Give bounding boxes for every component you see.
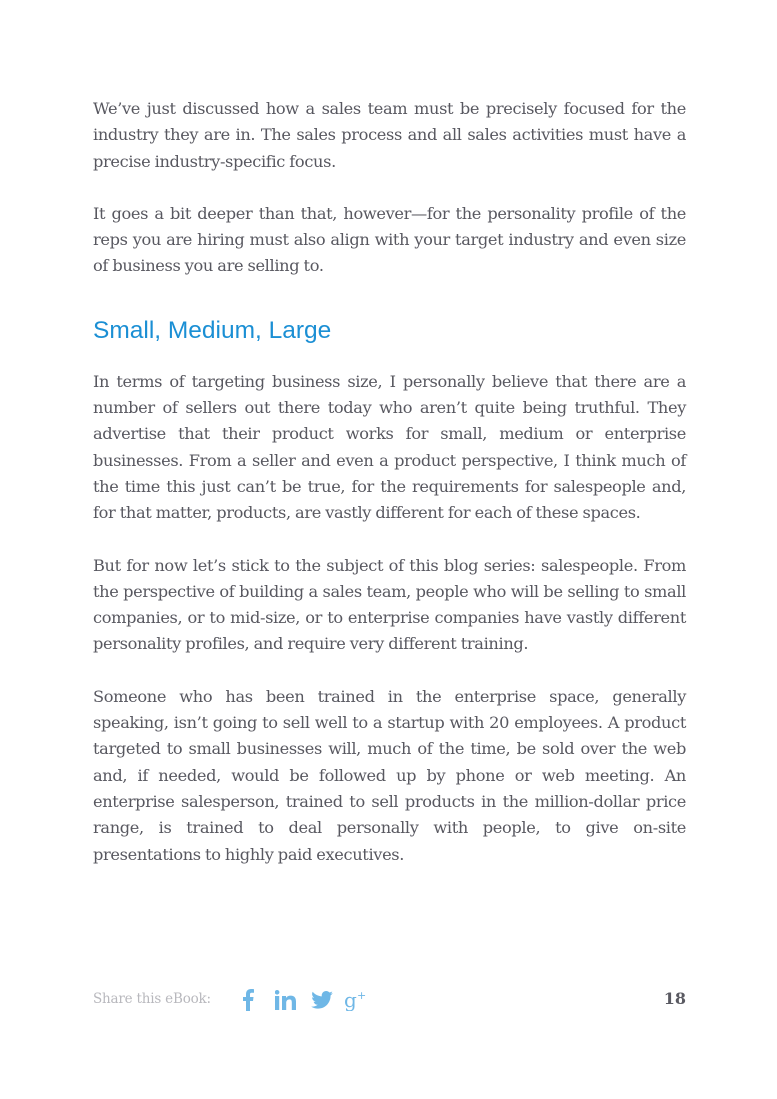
section-paragraph-1: In terms of targeting business size, I personally believe that there are a number of sellers out there today who aren’t quite being truthful. They advertise that their product works for small, medium or enterprise businesses. From a seller and even a product perspective, I think much of the time this just can’t be true, for the requirements for salespeople and, for that matter, products, are vastly different for each of these spaces. bbox=[93, 371, 686, 523]
svg-text:+: + bbox=[357, 989, 367, 1002]
page-content bbox=[93, 96, 686, 894]
page-footer bbox=[93, 987, 686, 1015]
section-paragraph-3: Someone who has been trained in the enterprise space, generally speaking, isn’t going to sell well to a startup with 20 employees. A product targeted to small businesses will, much of the time, be sold over the web and, if needed, would be followed up by phone or web meeting. An enterprise salesperson, trained to sell products in the million-dollar price range, is trained to deal personally with people, to give on-site presentations to highly paid executives. bbox=[93, 686, 686, 864]
intro-paragraph-1: We’ve just discussed how a sales team must be precisely focused for the industry they are in. The sales process and all sales activities must have a precise industry-specific focus. bbox=[93, 99, 686, 171]
google-plus-icon[interactable] bbox=[343, 987, 369, 1013]
twitter-icon[interactable] bbox=[309, 987, 335, 1013]
page-number: 18 bbox=[663, 989, 686, 1008]
share-label: Share this eBook: bbox=[93, 991, 211, 1007]
facebook-icon[interactable] bbox=[235, 987, 261, 1013]
section-paragraph-2: But for now let’s stick to the subject of this blog series: salespeople. From the perspective of building a sales team, people who will be selling to small companies, or to mid-size, or to enterprise companies have vastly different personality profiles, and require very different training. bbox=[93, 555, 686, 654]
share-icons bbox=[235, 987, 369, 1013]
linkedin-icon[interactable] bbox=[271, 987, 301, 1013]
intro-paragraph-2: It goes a bit deeper than that, however—for the personality profile of the reps you are hiring must also align with your target industry and even size of business you are selling to. bbox=[93, 203, 686, 276]
section-heading: Small, Medium, Large bbox=[93, 316, 332, 344]
svg-text:g: g bbox=[344, 989, 357, 1011]
